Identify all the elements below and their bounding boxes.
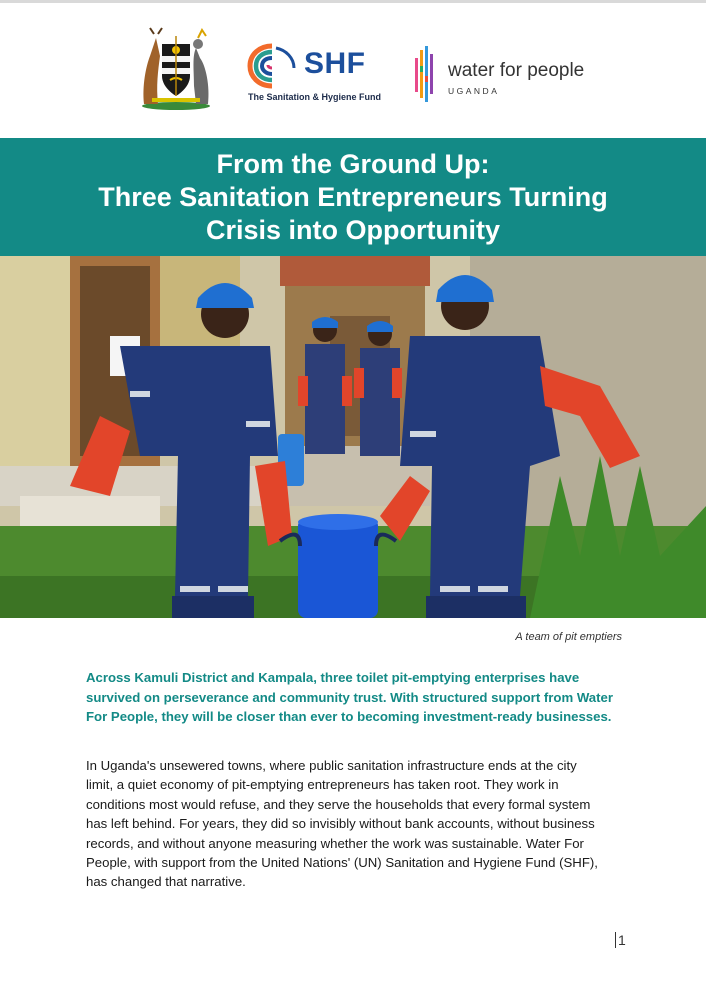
uganda-coat-of-arms-logo <box>136 26 216 110</box>
top-rule <box>0 0 706 3</box>
pit-emptiers-photo <box>0 256 706 618</box>
water-for-people-bars-icon <box>414 46 436 102</box>
page-number: 1 <box>615 932 626 948</box>
body-paragraph: In Uganda's unsewered towns, where public sanitation infrastructure ends at the city limit, a quiet economy of pit-emptying entrepreneurs has taken root. They work in conditions most would refuse, and they serve the households that every formal system has left behind. For years, they did so invisibly without bank accounts, without business records, and without anyone measuring whether the work was sustainable. Water For People, with support from the United Nations' (UN) Sanitation and Hygiene Fund (SHF), has changed that narrative. <box>86 758 598 890</box>
shf-logo <box>246 42 386 102</box>
title-banner <box>0 138 706 256</box>
photo-caption: A team of pit emptiers <box>515 631 622 643</box>
shf-swirl-icon <box>246 42 298 90</box>
wfp-wordmark: water for people <box>448 60 585 81</box>
shf-wordmark: SHF <box>304 47 366 80</box>
lead-paragraph: Across Kamuli District and Kampala, three toilet pit-emptying enterprises have survived on perseverance and community trust. With structured support from Water For People, they will be closer than ever to becoming investment-ready businesses. <box>86 670 613 724</box>
title-line-3: Crisis into Opportunity <box>206 214 500 245</box>
title-line-1: From the Ground Up: <box>216 148 490 179</box>
shf-subtitle: The Sanitation & Hygiene Fund <box>248 92 382 102</box>
logo-row <box>0 18 706 118</box>
water-for-people-logo <box>414 46 604 104</box>
wfp-country: UGANDA <box>448 86 500 96</box>
title-line-2: Three Sanitation Entrepreneurs Turning <box>98 181 608 212</box>
